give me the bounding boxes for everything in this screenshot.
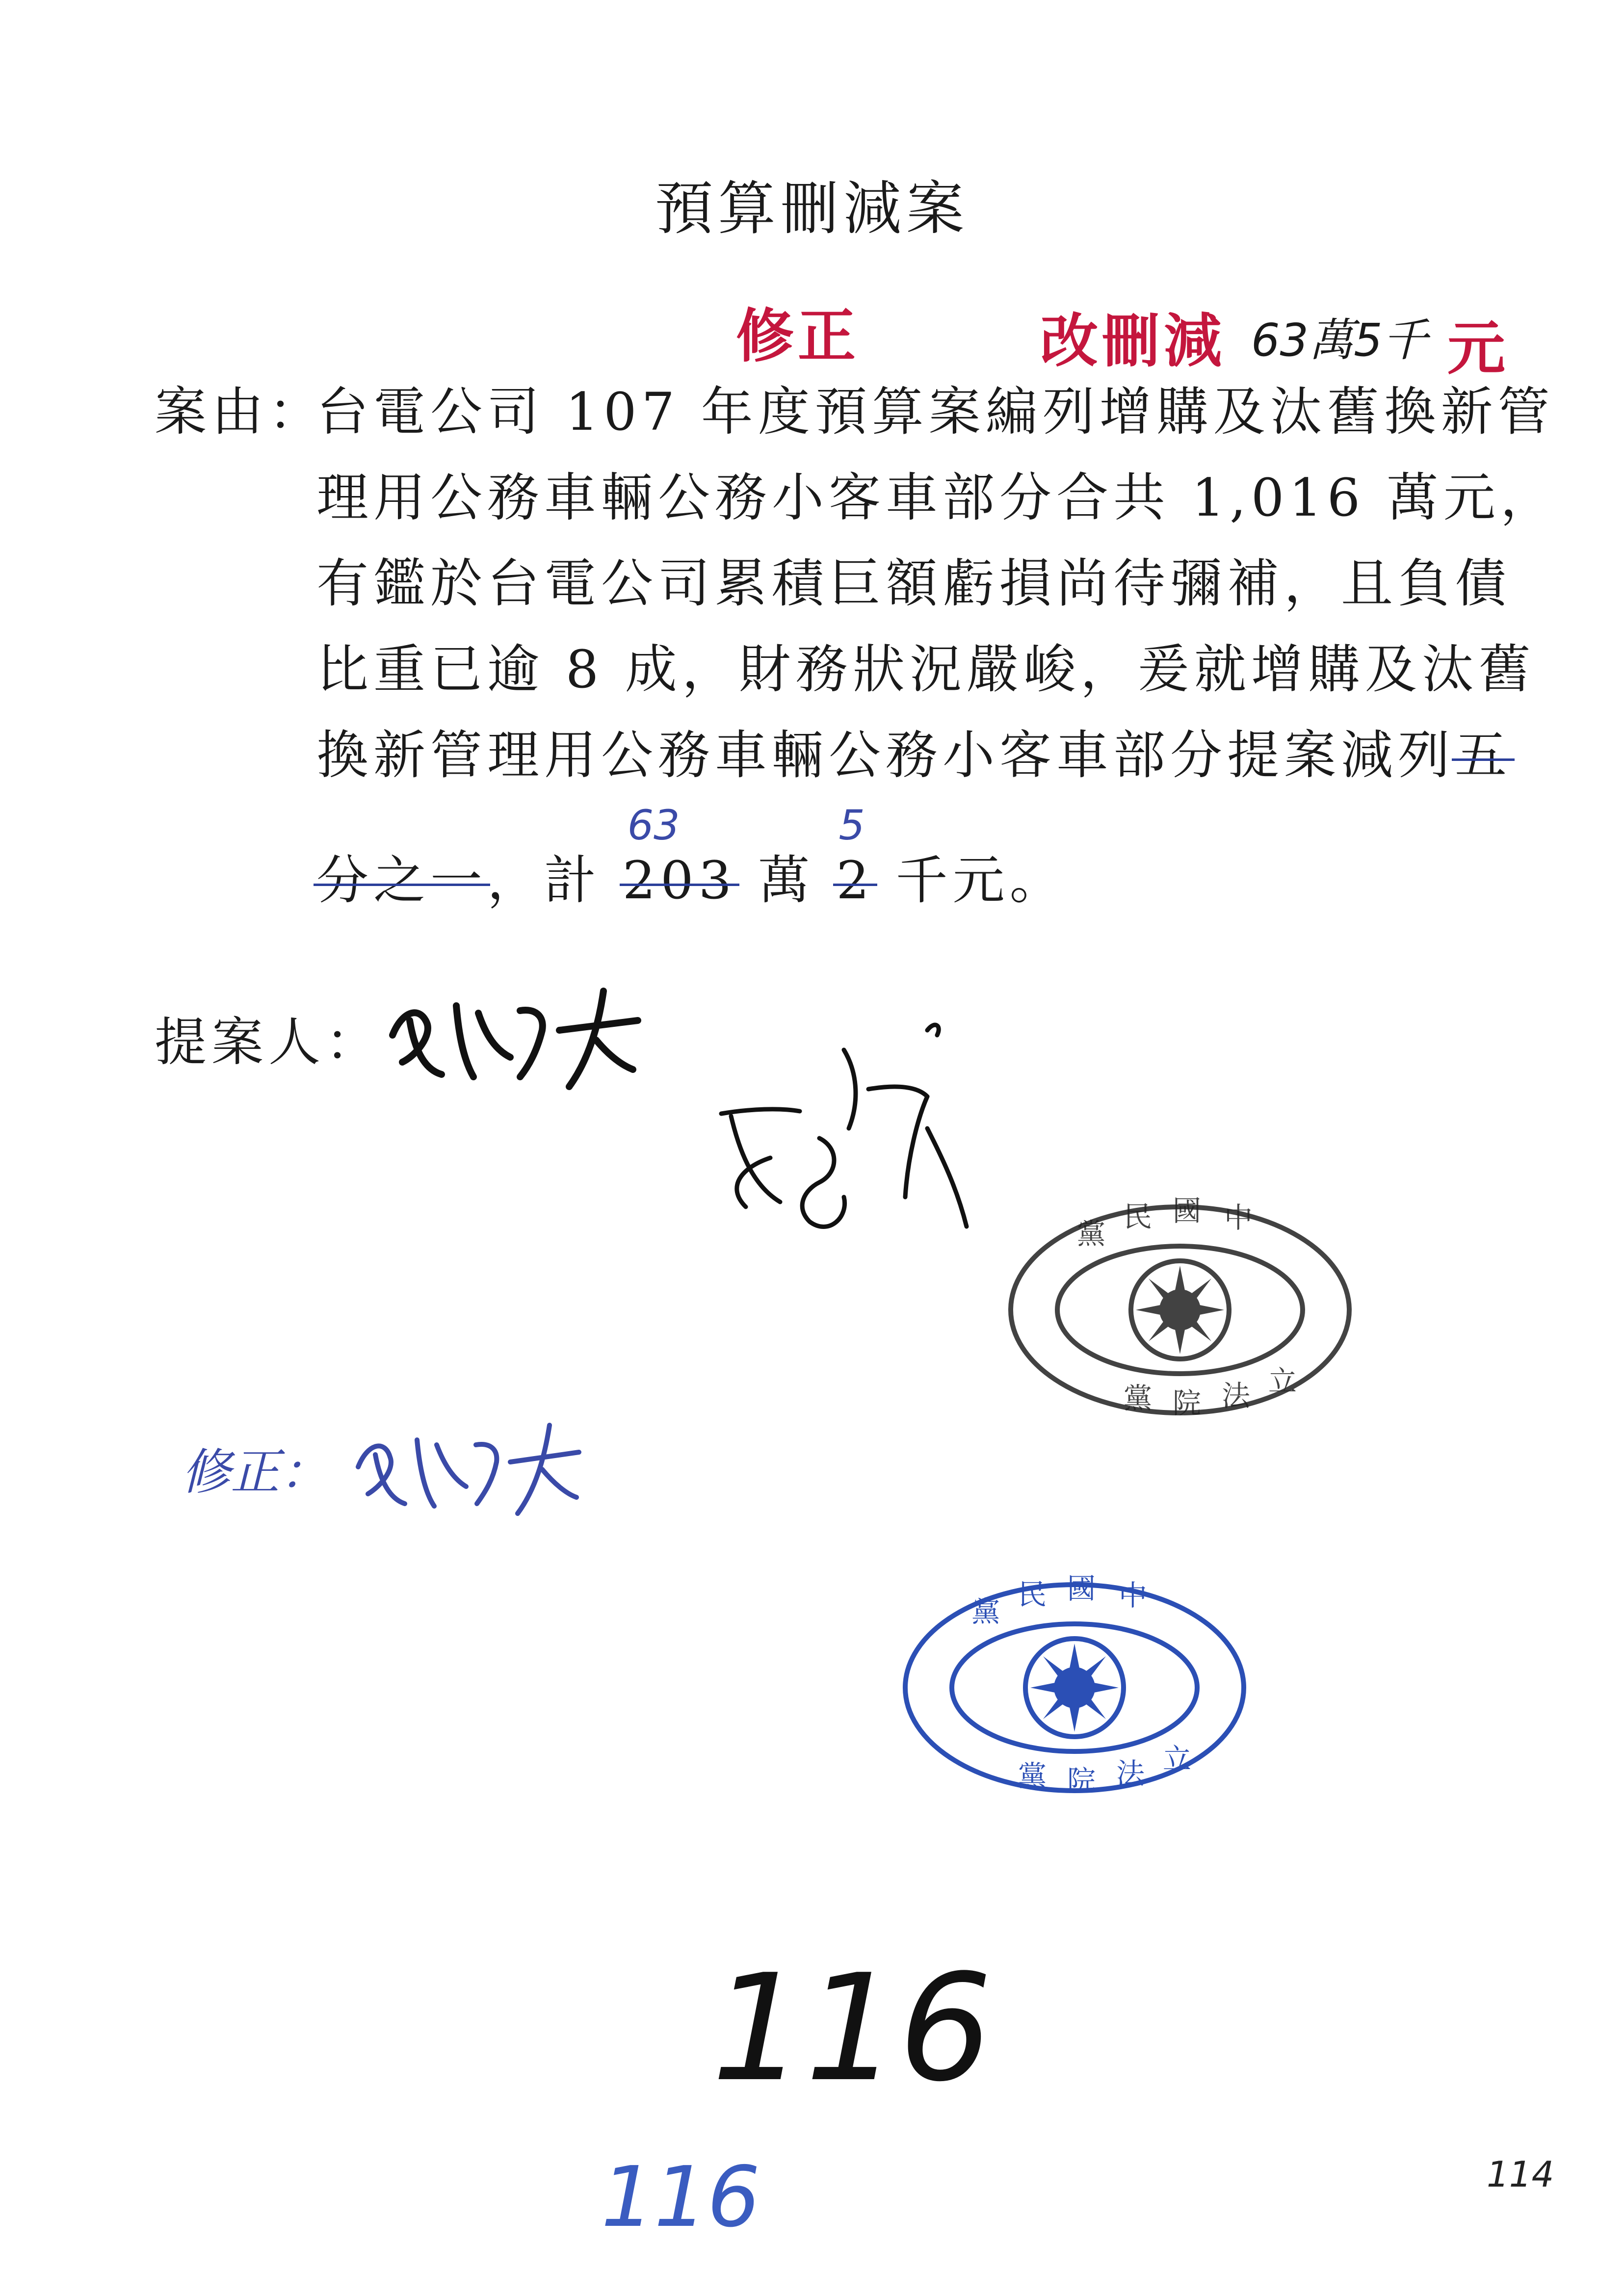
wan-label: 萬 xyxy=(736,850,837,911)
qian-amount xyxy=(836,801,874,911)
svg-text:院: 院 xyxy=(1067,1764,1096,1798)
new-wan-amount: 63 xyxy=(627,801,680,849)
new-qian-amount: 5 xyxy=(838,801,865,849)
svg-text:民: 民 xyxy=(1124,1200,1153,1233)
amendment-note-amount: 63萬5千 xyxy=(1251,314,1428,366)
reason-label: 案由： xyxy=(155,382,325,442)
svg-text:立: 立 xyxy=(1163,1742,1192,1775)
reason-line-5 xyxy=(316,714,1512,788)
party-seal-blue xyxy=(898,1572,1251,1800)
cosigner-signature xyxy=(711,1011,1025,1285)
page-title: 預算刪減案 xyxy=(655,175,969,242)
svg-text:國: 國 xyxy=(1173,1194,1202,1227)
page-number-blue: 116 xyxy=(601,2149,760,2246)
reason-line-4: 比重已逾 8 成，財務狀況嚴峻，爰就增購及汰舊 xyxy=(316,639,1536,700)
svg-text:中: 中 xyxy=(1119,1579,1148,1612)
ji-label: 計 xyxy=(544,850,623,911)
svg-text:法: 法 xyxy=(1116,1757,1145,1790)
svg-text:黨: 黨 xyxy=(1018,1759,1047,1793)
wan-amount xyxy=(622,801,737,911)
svg-text:中: 中 xyxy=(1224,1201,1253,1234)
reason-line-5-text: 換新管理用公務車輛公務小客車部分提案減列 xyxy=(316,725,1455,785)
page-number-small: 114 xyxy=(1487,2154,1554,2195)
party-seal-black xyxy=(1003,1194,1357,1423)
svg-text:黨: 黨 xyxy=(1077,1217,1106,1251)
reason-line-3: 有鑑於台電公司累積巨額虧損尚待彌補，且負債 xyxy=(316,553,1512,614)
old-qian-amount: 2 xyxy=(836,850,874,911)
proposer-signature xyxy=(373,976,667,1094)
struck-text: 五 xyxy=(1455,725,1512,785)
amendment-note-prefix: 改刪減 xyxy=(1040,307,1226,375)
reason-line-2: 理用公務車輛公務小客車部分合共 1,016 萬元， xyxy=(316,468,1557,528)
struck-fraction: 分之一 xyxy=(316,850,487,911)
svg-text:法: 法 xyxy=(1222,1379,1251,1412)
correction-label: 修正： xyxy=(182,1443,329,1501)
amendment-stamp: 修正 xyxy=(736,302,860,370)
reason-line-6 xyxy=(316,801,1067,913)
reason-line-1: 台電公司 107 年度預算案編列增購及汰舊換新管 xyxy=(316,382,1555,442)
svg-text:立: 立 xyxy=(1268,1364,1297,1398)
comma: ， xyxy=(487,850,544,911)
svg-text:黨: 黨 xyxy=(971,1595,1000,1628)
svg-text:國: 國 xyxy=(1067,1572,1096,1605)
amendment-note-suffix: 元 xyxy=(1447,314,1506,382)
proposer-label: 提案人： xyxy=(155,1012,382,1072)
svg-text:民: 民 xyxy=(1018,1578,1047,1611)
svg-text:院: 院 xyxy=(1173,1386,1202,1420)
page-number-handwritten: 116 xyxy=(711,1943,993,2114)
old-wan-amount: 203 xyxy=(622,850,737,911)
qian-yuan-label: 千元。 xyxy=(874,850,1067,911)
correction-signature xyxy=(343,1413,599,1521)
svg-text:黨: 黨 xyxy=(1124,1382,1153,1415)
